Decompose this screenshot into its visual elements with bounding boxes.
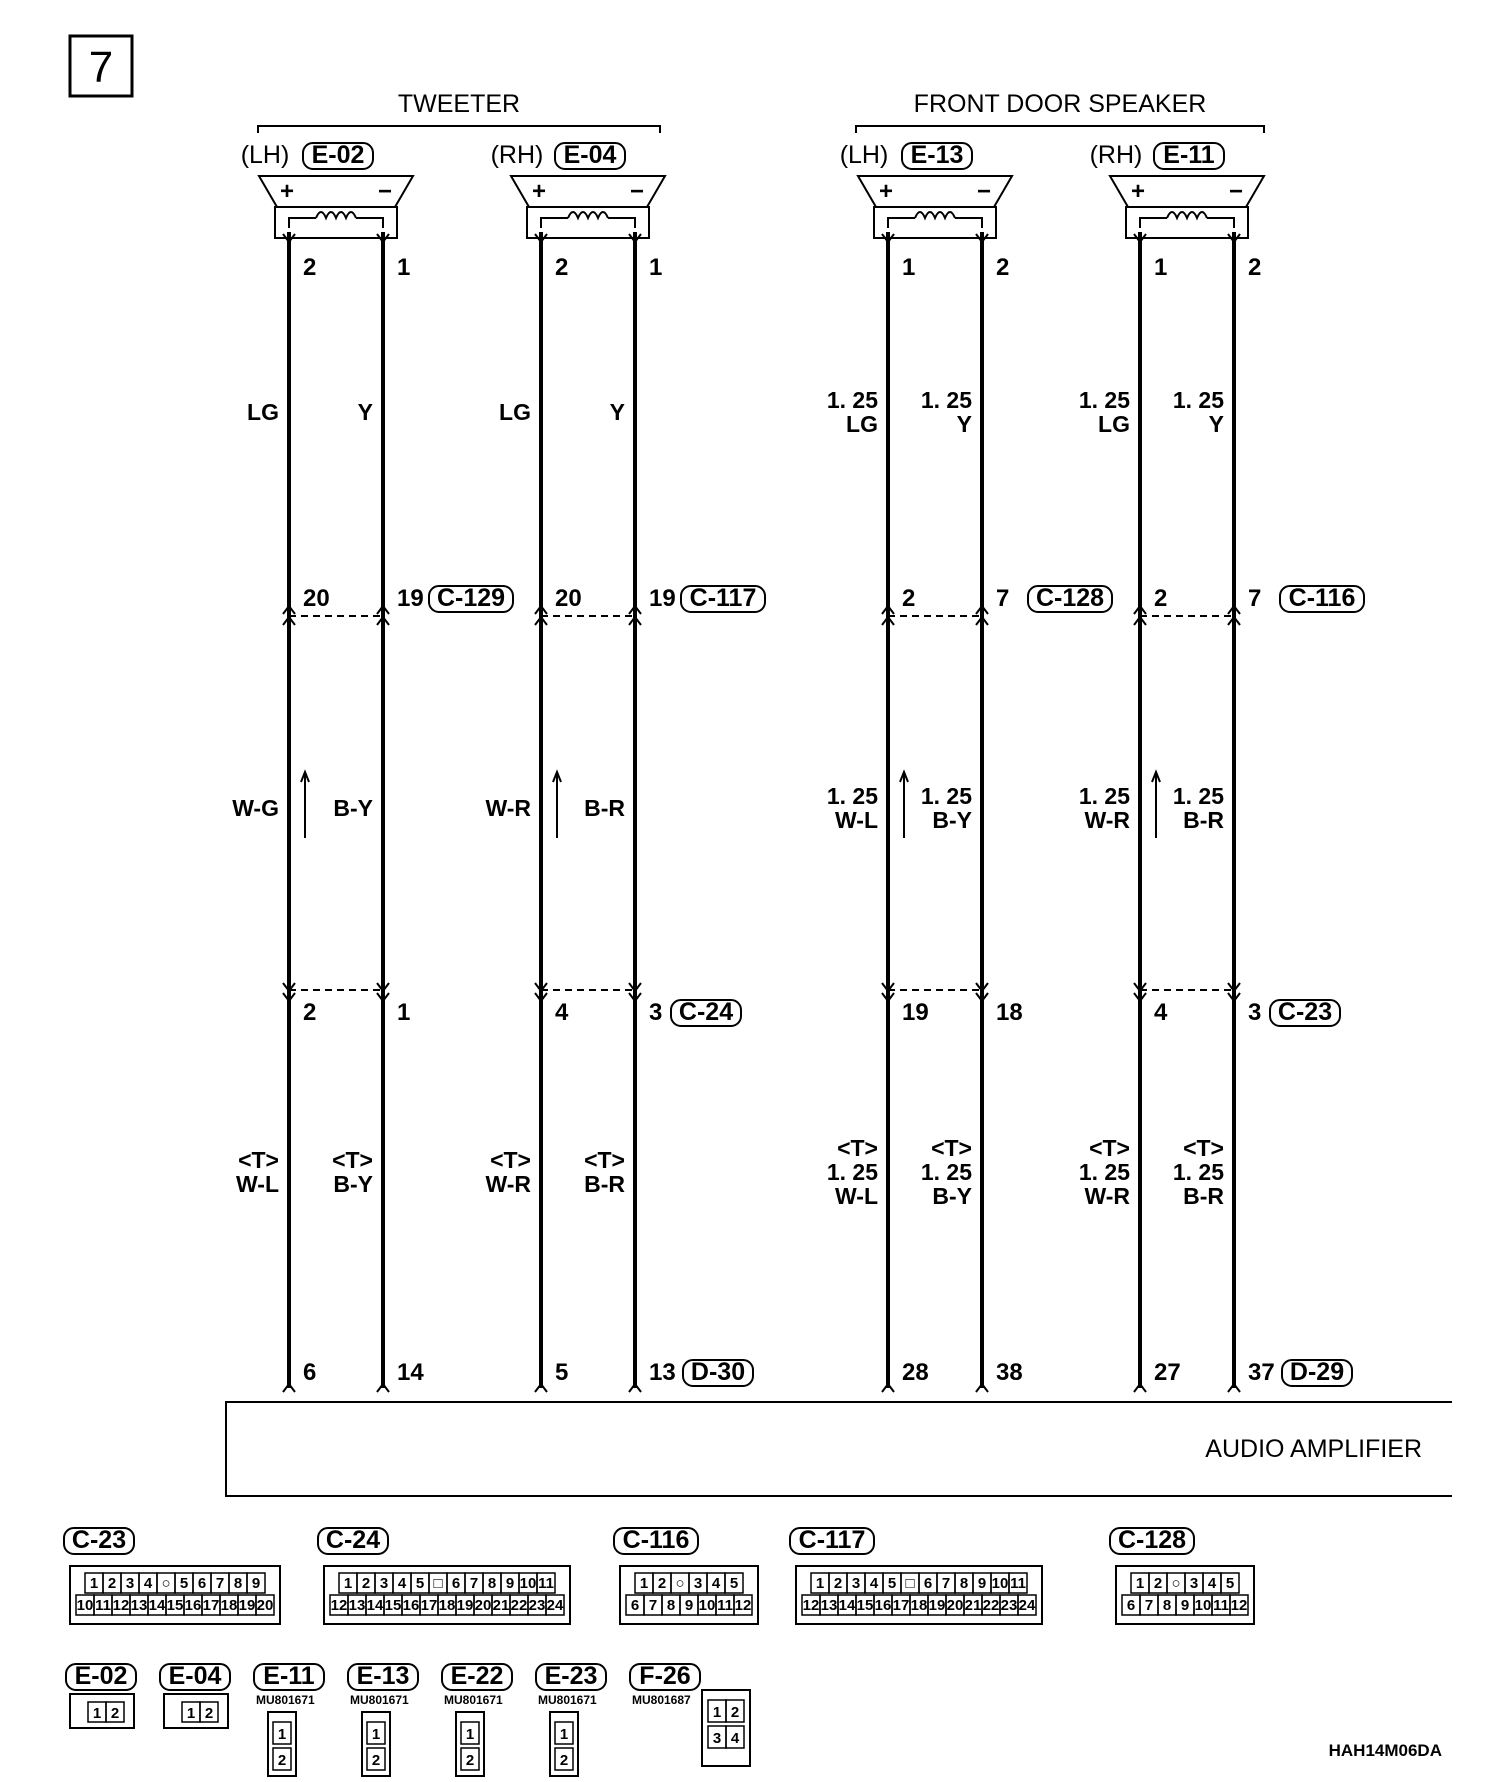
pin-number: 19 — [902, 999, 929, 1026]
pin-label: 14 — [148, 1597, 166, 1614]
small-connector — [348, 1662, 418, 1776]
pin-label: 23 — [528, 1597, 546, 1614]
speaker-body — [874, 207, 996, 238]
connector-id: E-23 — [544, 1662, 598, 1690]
pin-label: 11 — [538, 1575, 554, 1592]
wire-labels — [485, 254, 581, 1386]
pin-number: 1 — [902, 254, 916, 281]
pin-label: 22 — [510, 1597, 528, 1614]
connector-id: E-04 — [168, 1662, 222, 1690]
wire-color: <T> — [490, 1147, 531, 1173]
pin-number: 1 — [397, 254, 411, 281]
small-connector — [442, 1662, 512, 1776]
pin-label: 20 — [946, 1597, 964, 1614]
pin-number: 37 — [1248, 1359, 1275, 1386]
wire-color: 1. 25 — [826, 387, 878, 413]
pin-label: 6 — [1126, 1597, 1136, 1614]
speaker-connector — [1154, 141, 1224, 169]
pin-label: 7 — [469, 1575, 479, 1592]
pin-label: 1 — [559, 1726, 569, 1743]
wire-color: W-R — [485, 795, 531, 821]
wire-color: <T> — [1183, 1135, 1224, 1161]
pin-label: 20 — [474, 1597, 492, 1614]
wire-color: 1. 25 — [920, 783, 972, 809]
pin-label: 24 — [546, 1597, 564, 1614]
pin-label: 12 — [1230, 1597, 1248, 1614]
pin-label: 8 — [959, 1575, 969, 1592]
pin-label: 10 — [76, 1597, 94, 1614]
connector-id: D-29 — [1289, 1358, 1345, 1386]
connector-view — [1110, 1526, 1254, 1624]
pin-label: 10 — [698, 1597, 716, 1614]
junction-connector — [1280, 584, 1364, 612]
connector-id: C-24 — [678, 998, 734, 1026]
small-connector-label — [536, 1662, 606, 1690]
pin-number: 2 — [1154, 585, 1168, 612]
speaker-connector — [555, 141, 625, 169]
pin-label: 5 — [415, 1575, 425, 1592]
pin-number: 3 — [1248, 999, 1262, 1026]
speaker-body — [527, 207, 649, 238]
pin-label: □ — [433, 1575, 443, 1592]
pin-label: 4 — [869, 1575, 879, 1592]
pin-number: 6 — [303, 1359, 317, 1386]
pin-label: 4 — [143, 1575, 153, 1592]
small-connector — [254, 1662, 324, 1776]
pin-label: 5 — [887, 1575, 897, 1592]
wire-labels — [584, 254, 676, 1386]
junction-connector — [1282, 1358, 1352, 1386]
direction-arrow-icon — [301, 772, 309, 838]
pin-number: 28 — [902, 1359, 929, 1386]
wire-color: B-R — [1183, 807, 1224, 833]
pin-label: 7 — [215, 1575, 225, 1592]
connector-id: D-30 — [690, 1358, 746, 1386]
connector-id: C-23 — [1277, 998, 1333, 1026]
pin-label: 4 — [397, 1575, 407, 1592]
pin-label: 8 — [487, 1575, 497, 1592]
connector-view-label — [790, 1526, 874, 1554]
pin-label: 14 — [366, 1597, 384, 1614]
speaker-side: (RH) — [490, 141, 544, 169]
group-title: TWEETER — [397, 90, 521, 118]
pin-label: 14 — [838, 1597, 856, 1614]
wire-color: Y — [1208, 411, 1224, 437]
small-connector-label — [630, 1662, 700, 1690]
pin-label: 18 — [220, 1597, 238, 1614]
pin-number: 1 — [1154, 254, 1168, 281]
pin-label: 2 — [1153, 1575, 1163, 1592]
pin-label: 17 — [420, 1597, 438, 1614]
pin-number: 7 — [1248, 585, 1262, 612]
pin-label: 3 — [712, 1730, 722, 1747]
pin-label: 12 — [802, 1597, 820, 1614]
pin-label: 10 — [519, 1575, 537, 1592]
wire-color: Y — [357, 399, 373, 425]
connector-view-label — [1110, 1526, 1194, 1554]
junction-connector — [429, 584, 513, 612]
pin-label: 15 — [166, 1597, 184, 1614]
pin-label: 13 — [130, 1597, 148, 1614]
pin-label: 2 — [204, 1705, 214, 1722]
pin-label: 12 — [734, 1597, 752, 1614]
pin-label: 22 — [982, 1597, 1000, 1614]
pin-label: 2 — [465, 1752, 475, 1769]
pin-label: 9 — [1180, 1597, 1190, 1614]
pin-label: 2 — [559, 1752, 569, 1769]
connector-view — [790, 1526, 1042, 1624]
small-connector — [160, 1662, 230, 1728]
pin-label: 21 — [492, 1597, 510, 1614]
pin-label: □ — [905, 1575, 915, 1592]
wire-color: W-L — [236, 1171, 279, 1197]
connector-id: C-24 — [325, 1526, 381, 1554]
speaker-circuit — [241, 141, 413, 1392]
connector-id: E-13 — [356, 1662, 410, 1690]
connector-id: E-02 — [74, 1662, 128, 1690]
small-connector — [536, 1662, 606, 1776]
pin-number: 2 — [996, 254, 1010, 281]
coil-icon — [316, 212, 356, 218]
pin-label: 1 — [277, 1726, 287, 1743]
connector-view — [614, 1526, 758, 1624]
pin-label: 7 — [1144, 1597, 1154, 1614]
module-name: AUDIO AMPLIFIER — [1205, 1435, 1422, 1463]
pin-number: 2 — [303, 254, 317, 281]
wire-color: B-Y — [932, 807, 972, 833]
direction-arrow-icon — [553, 772, 561, 838]
speaker-body — [1126, 207, 1248, 238]
wire-color: 1. 25 — [1078, 783, 1130, 809]
wire-color: LG — [1098, 411, 1130, 437]
wire-color: W-R — [1084, 1183, 1130, 1209]
pin-label: 2 — [107, 1575, 117, 1592]
pin-label: 8 — [1162, 1597, 1172, 1614]
pin-label: 23 — [1000, 1597, 1018, 1614]
pin-number: 2 — [902, 585, 916, 612]
wire-color: 1. 25 — [920, 387, 972, 413]
pin-label: 8 — [233, 1575, 243, 1592]
pin-label: ○ — [1171, 1575, 1181, 1592]
pin-label: 13 — [348, 1597, 366, 1614]
wire-color: Y — [609, 399, 625, 425]
minus-terminal: − — [629, 178, 645, 205]
part-number: MU801687 — [632, 1693, 691, 1707]
wire-color: W-R — [485, 1171, 531, 1197]
pin-label: 16 — [402, 1597, 420, 1614]
minus-terminal: − — [377, 178, 393, 205]
connector-id: C-128 — [1117, 1526, 1187, 1554]
connector-id: E-02 — [311, 141, 365, 169]
pin-label: 10 — [1194, 1597, 1212, 1614]
wire-color: 1. 25 — [920, 1159, 972, 1185]
speaker-connector — [303, 141, 373, 169]
pin-number: 7 — [996, 585, 1010, 612]
pin-label: 17 — [202, 1597, 220, 1614]
wire-color: 1. 25 — [1078, 387, 1130, 413]
pin-label: 4 — [730, 1730, 740, 1747]
pin-label: 19 — [238, 1597, 256, 1614]
pin-label: 2 — [730, 1704, 740, 1721]
connector-id: C-117 — [689, 584, 757, 612]
group-front-door-speaker — [856, 90, 1264, 133]
small-connector-label — [66, 1662, 136, 1690]
pin-label: 2 — [833, 1575, 843, 1592]
group-title: FRONT DOOR SPEAKER — [913, 90, 1207, 118]
speaker-side: (LH) — [839, 141, 889, 169]
pin-label: 10 — [991, 1575, 1009, 1592]
small-connector — [66, 1662, 136, 1728]
pin-label: 1 — [465, 1726, 475, 1743]
pin-label: 24 — [1018, 1597, 1036, 1614]
wire-color: 1. 25 — [1078, 1159, 1130, 1185]
pin-label: 11 — [1213, 1597, 1229, 1614]
pin-label: 9 — [251, 1575, 261, 1592]
pin-label: 1 — [712, 1704, 722, 1721]
pin-number: 27 — [1154, 1359, 1181, 1386]
wire-color: 1. 25 — [1172, 1159, 1224, 1185]
pin-label: 16 — [184, 1597, 202, 1614]
connector-id: E-13 — [910, 141, 964, 169]
pin-number: 19 — [397, 585, 424, 612]
connector-id: E-22 — [450, 1662, 504, 1690]
page-number: 7 — [88, 43, 114, 92]
speaker-side: (LH) — [240, 141, 290, 169]
pin-label: 2 — [371, 1752, 381, 1769]
wire-color: B-R — [1183, 1183, 1224, 1209]
pin-number: 20 — [555, 585, 582, 612]
wire-color: LG — [499, 399, 531, 425]
part-number: MU801671 — [256, 1693, 315, 1707]
pin-number: 4 — [1154, 999, 1168, 1026]
pin-label: 11 — [95, 1597, 111, 1614]
pin-label: 11 — [717, 1597, 733, 1614]
pin-label: 9 — [505, 1575, 515, 1592]
wire-color: 1. 25 — [826, 1159, 878, 1185]
connector-view-label — [614, 1526, 698, 1554]
pin-number: 2 — [555, 254, 569, 281]
pin-label: 17 — [892, 1597, 910, 1614]
wire-color: W-L — [835, 807, 878, 833]
pin-label: 1 — [371, 1726, 381, 1743]
pin-label: 3 — [851, 1575, 861, 1592]
small-connector-label — [442, 1662, 512, 1690]
wire-color: <T> — [584, 1147, 625, 1173]
pin-label: 16 — [874, 1597, 892, 1614]
wire-color: W-L — [835, 1183, 878, 1209]
part-number: MU801671 — [350, 1693, 409, 1707]
pin-label: 2 — [277, 1752, 287, 1769]
pin-label: ○ — [161, 1575, 171, 1592]
group-tweeter — [258, 90, 660, 133]
connector-id: C-116 — [622, 1526, 690, 1554]
pin-number: 18 — [996, 999, 1023, 1026]
wire-labels — [827, 254, 929, 1386]
pin-label: 15 — [856, 1597, 874, 1614]
part-number: MU801671 — [538, 1693, 597, 1707]
minus-terminal: − — [1228, 178, 1244, 205]
connector-id: E-11 — [1163, 141, 1215, 169]
pin-number: 3 — [649, 999, 663, 1026]
small-connector-label — [254, 1662, 324, 1690]
connector-id: C-129 — [436, 584, 506, 612]
junction-connector — [1270, 998, 1340, 1026]
coil-icon — [1167, 212, 1207, 218]
connector-view — [64, 1526, 280, 1624]
pin-label: 1 — [186, 1705, 196, 1722]
pin-label: 7 — [941, 1575, 951, 1592]
speaker-circuit — [491, 141, 665, 1392]
connector-id: C-23 — [71, 1526, 127, 1554]
small-connector-label — [348, 1662, 418, 1690]
coil-icon — [915, 212, 955, 218]
connector-view-label — [318, 1526, 388, 1554]
wire-color: 1. 25 — [1172, 387, 1224, 413]
wire-color: B-Y — [333, 795, 373, 821]
pin-label: 9 — [977, 1575, 987, 1592]
junction-connector — [1028, 584, 1112, 612]
pin-label: ○ — [675, 1575, 685, 1592]
pin-label: 9 — [684, 1597, 694, 1614]
wire-color: W-G — [232, 795, 279, 821]
pin-label: 3 — [1189, 1575, 1199, 1592]
wire-color: B-Y — [932, 1183, 972, 1209]
pin-label: 3 — [693, 1575, 703, 1592]
pin-label: 1 — [1135, 1575, 1145, 1592]
wire-color: <T> — [238, 1147, 279, 1173]
pin-label: 3 — [379, 1575, 389, 1592]
pin-label: 5 — [729, 1575, 739, 1592]
audio-amplifier — [226, 1402, 1452, 1496]
pin-label: 1 — [343, 1575, 353, 1592]
speaker-side: (RH) — [1089, 141, 1143, 169]
connector-view — [318, 1526, 570, 1624]
wire-color: B-R — [584, 1171, 625, 1197]
pin-label: 6 — [451, 1575, 461, 1592]
speaker-body — [275, 207, 397, 238]
pin-label: 1 — [639, 1575, 649, 1592]
speaker-connector — [902, 141, 972, 169]
direction-arrow-icon — [1152, 772, 1160, 838]
pin-label: 11 — [1010, 1575, 1026, 1592]
wire-color: LG — [247, 399, 279, 425]
pin-label: 1 — [815, 1575, 825, 1592]
pin-number: 13 — [649, 1359, 676, 1386]
wire-color: B-Y — [333, 1171, 373, 1197]
minus-terminal: − — [976, 178, 992, 205]
wire-color: W-R — [1084, 807, 1130, 833]
pin-label: 12 — [330, 1597, 348, 1614]
connector-view-label — [64, 1526, 134, 1554]
wire-color: 1. 25 — [826, 783, 878, 809]
wire-labels — [921, 254, 1023, 1386]
pin-label: 18 — [910, 1597, 928, 1614]
pin-number: 1 — [649, 254, 663, 281]
junction-connector — [681, 584, 765, 612]
pin-label: 6 — [923, 1575, 933, 1592]
wire-color: <T> — [931, 1135, 972, 1161]
wire-color: LG — [846, 411, 878, 437]
wire-color: B-R — [584, 795, 625, 821]
pin-label: 2 — [657, 1575, 667, 1592]
plus-terminal: + — [531, 178, 547, 205]
pin-label: 8 — [666, 1597, 676, 1614]
small-connector-label — [160, 1662, 230, 1690]
pin-label: 7 — [648, 1597, 658, 1614]
plus-terminal: + — [279, 178, 295, 205]
part-number: MU801671 — [444, 1693, 503, 1707]
coil-icon — [568, 212, 608, 218]
pin-label: 1 — [92, 1705, 102, 1722]
connector-id: E-11 — [263, 1662, 315, 1690]
wire-color: <T> — [332, 1147, 373, 1173]
wire-color: <T> — [1089, 1135, 1130, 1161]
pin-label: 21 — [964, 1597, 982, 1614]
pin-label: 1 — [89, 1575, 99, 1592]
wire-labels — [1173, 254, 1275, 1386]
pin-label: 6 — [197, 1575, 207, 1592]
wire-color: 1. 25 — [1172, 783, 1224, 809]
small-connector — [630, 1662, 750, 1766]
pin-label: 19 — [456, 1597, 474, 1614]
junction-connector — [683, 1358, 753, 1386]
plus-terminal: + — [878, 178, 894, 205]
junction-connector — [671, 998, 741, 1026]
pin-label: 3 — [125, 1575, 135, 1592]
wire-labels — [1079, 254, 1181, 1386]
pin-label: 2 — [110, 1705, 120, 1722]
connector-id: F-26 — [639, 1662, 691, 1690]
connector-id: C-116 — [1288, 584, 1356, 612]
pin-number: 38 — [996, 1359, 1023, 1386]
wire-color: Y — [956, 411, 972, 437]
wire-labels — [232, 254, 330, 1386]
pin-label: 13 — [820, 1597, 838, 1614]
pin-label: 20 — [256, 1597, 274, 1614]
connector-id: E-04 — [563, 141, 617, 169]
connector-id: C-117 — [798, 1526, 866, 1554]
wire-color: <T> — [837, 1135, 878, 1161]
pin-label: 19 — [928, 1597, 946, 1614]
pin-label: 5 — [1225, 1575, 1235, 1592]
pin-label: 18 — [438, 1597, 456, 1614]
wire-labels — [332, 254, 424, 1386]
direction-arrow-icon — [900, 772, 908, 838]
pin-number: 4 — [555, 999, 569, 1026]
pin-number: 2 — [303, 999, 317, 1026]
pin-number: 2 — [1248, 254, 1262, 281]
plus-terminal: + — [1130, 178, 1146, 205]
pin-label: 15 — [384, 1597, 402, 1614]
pin-label: 4 — [1207, 1575, 1217, 1592]
pin-label: 2 — [361, 1575, 371, 1592]
pin-number: 1 — [397, 999, 411, 1026]
pin-number: 20 — [303, 585, 330, 612]
pin-label: 4 — [711, 1575, 721, 1592]
pin-label: 5 — [179, 1575, 189, 1592]
pin-label: 6 — [630, 1597, 640, 1614]
connector-id: C-128 — [1035, 584, 1105, 612]
diagram-code: HAH14M06DA — [1328, 1741, 1442, 1760]
pin-number: 5 — [555, 1359, 569, 1386]
pin-number: 14 — [397, 1359, 424, 1386]
pin-label: 12 — [112, 1597, 130, 1614]
pin-number: 19 — [649, 585, 676, 612]
